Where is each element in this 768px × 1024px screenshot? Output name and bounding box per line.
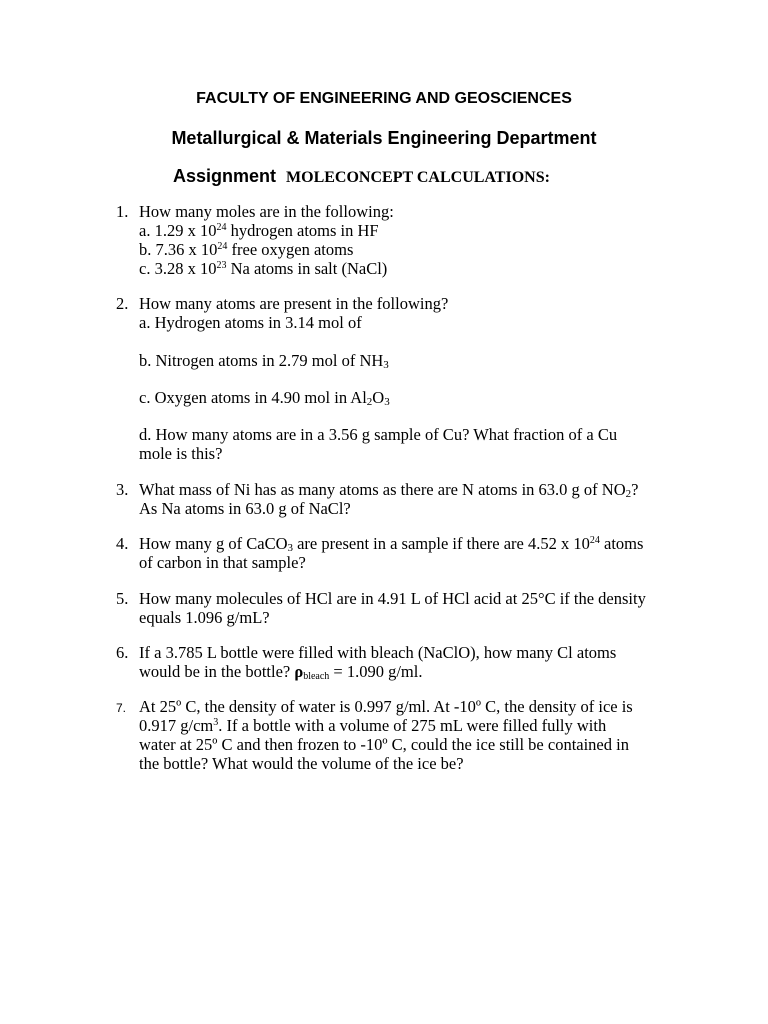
question-line-3: water at 25º C and then frozen to -10º C, could the ice still be contained in: [139, 735, 629, 754]
question-part-c: c. 3.28 x $10^{23}$ Na atoms in salt (NaCl): [139, 259, 388, 278]
department-heading: Metallurgical & Materials Engineering Department: [171, 128, 597, 148]
question-part-a: a. Hydrogen atoms in 3.14 mol of: [139, 313, 362, 332]
rho-symbol: ρ: [294, 662, 304, 681]
question-line-4: the bottle? What would the volume of the ice be?: [139, 754, 464, 773]
question-number: 3.: [116, 480, 129, 499]
question-part-b: b. Nitrogen atoms in 2.79 mol of $NH_3$: [139, 351, 389, 371]
question-part-a: a. 1.29 x $10^{24}$ hydrogen atoms in HF: [139, 221, 379, 240]
question-line-2: As Na atoms in 63.0 g of NaCl?: [139, 499, 351, 518]
question-number: 2.: [116, 294, 129, 313]
faculty-heading: FACULTY OF ENGINEERING AND GEOSCIENCES: [196, 90, 572, 107]
question-line-1: What mass of Ni has as many atoms as there are N atoms in 63.0 g of $NO_2$?: [139, 480, 639, 500]
question-part-d-cont: mole is this?: [139, 444, 223, 463]
question-line-1: How many molecules of HCl are in 4.91 L of HCl acid at 25°C if the density: [139, 589, 646, 608]
question-stem: How many atoms are present in the following?: [139, 294, 449, 313]
question-number: 4.: [116, 534, 129, 553]
question-line-1: How many g of CaCO$_3$ are present in a sample if there are 4.52 x $10^{24}$ atoms: [139, 534, 644, 554]
question-number: 1.: [116, 202, 129, 221]
assignment-heading: [173, 166, 550, 187]
question-number: 5.: [116, 589, 129, 608]
question-number: 7.: [116, 701, 127, 715]
question-stem: How many moles are in the following:: [139, 202, 394, 221]
question-number: 6.: [116, 643, 129, 662]
question-line-2: of carbon in that sample?: [139, 553, 306, 572]
question-part-c: c. Oxygen atoms in 4.90 mol in $Al_2O_3$: [139, 388, 390, 408]
question-part-b: b. 7.36 x $10^{24}$ free oxygen atoms: [139, 240, 354, 259]
question-line-2: equals 1.096 g/mL?: [139, 608, 270, 627]
assignment-title: MOLECONCEPT CALCULATIONS:: [286, 169, 550, 186]
question-part-d: d. How many atoms are in a 3.56 g sample of Cu? What fraction of a Cu: [139, 425, 618, 444]
question-line-2: 0.917 $g/cm^3$. If a bottle with a volume of 275 mL were filled fully with: [139, 716, 607, 735]
question-line-1: At 25º C, the density of water is 0.997 g/ml. At -10º C, the density of ice is: [139, 697, 633, 716]
question-line-2: would be in the bottle? ρbleach = 1.090 g/ml.: [139, 662, 423, 682]
question-line-1: If a 3.785 L bottle were filled with bleach (NaClO), how many Cl atoms: [139, 643, 617, 662]
assignment-label: Assignment: [173, 166, 277, 186]
